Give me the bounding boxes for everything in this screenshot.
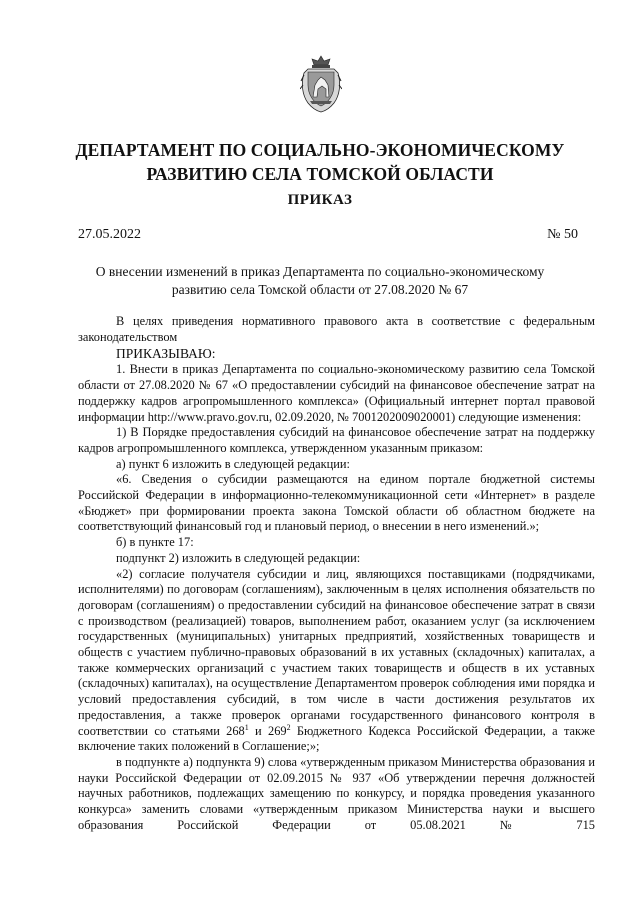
document-number: № 50 bbox=[547, 227, 578, 242]
paragraph-point-6-text: «6. Сведения о субсидии размещаются на едином портале бюджетной системы Российской Федерации в информационно-телекоммуникационной сети «Интернет» в разделе «Бюджет» при формировании проекта закона Томской области об областном бюджете на соответствующий финансовый год и плановый период, о внесении в него изменений.»; bbox=[78, 472, 595, 534]
coat-of-arms-emblem bbox=[300, 55, 342, 113]
document-date: 27.05.2022 bbox=[78, 227, 141, 242]
superscript-2: 2 bbox=[286, 722, 291, 732]
paragraph-order-word: ПРИКАЗЫВАЮ: bbox=[116, 346, 216, 362]
subpoint-2-text-main: «2) согласие получателя субсидии и лиц, являющихся поставщиками (подрядчиками, исполнителями) по договорам (соглашениям), заключенным в целях исполнения обязательств по договорам (соглашениям) о предоставлении субсидий на финансовое обеспечение затрат в связи с производством (реализацией) товаров, выполнением работ, оказанием услуг (за исключением государственных (муниципальных) унитарных предприятий, хозяйственных товариществ и обществ с участием публично-правовых образований в их уставных (складочных) капиталах, а также коммерческих организаций с участием таких товариществ и обществ в их уставных (складочных) капиталах), на осуществление Департаментом проверок соблюдения ими порядка и условий предоставления субсидий, в том числе в части достижения результатов их предоставления, а также проверок органами государственного финансового контроля в соответствии со статьями 268 bbox=[78, 566, 595, 738]
paragraph-point-b: б) в пункте 17: bbox=[116, 535, 194, 550]
paragraph-preamble: В целях приведения нормативного правового акта в соответствие с федеральным законодательством bbox=[78, 314, 595, 344]
subpoint-2-text-mid: и 269 bbox=[248, 723, 287, 738]
paragraph-subpoint-2: подпункт 2) изложить в следующей редакции: bbox=[116, 550, 361, 565]
document-body bbox=[78, 314, 595, 834]
paragraph-subpoint-2-text bbox=[78, 567, 595, 755]
organization-title bbox=[60, 138, 580, 186]
paragraph-point-v: в подпункте а) подпункта 9) слова «утвержденным приказом Министерства образования и науки Российской Федерации от 02.09.2015 № 937 «Об утверждении перечня должностей научных работников, подлежащих замещению по конкурсу, и порядка проведения указанного конкурса» заменить словами «утвержденным приказом Министерства науки и высшего образования Российской Федерации от 05.08.2021 № 715 bbox=[78, 754, 595, 832]
superscript-1: 1 bbox=[244, 722, 249, 732]
paragraph-point-a: а) пункт 6 изложить в следующей редакции: bbox=[116, 456, 350, 471]
organization-title-line1: ДЕПАРТАМЕНТ ПО СОЦИАЛЬНО-ЭКОНОМИЧЕСКОМУ bbox=[75, 140, 565, 160]
paragraph-item-1: 1. Внести в приказ Департамента по социально-экономическому развитию села Томской области от 27.08.2020 № 67 «О предоставлении субсидий на финансовое обеспечение затрат на поддержку кадров агропромышленного комплекса» (Официальный интернет портал правовой информации http://www.pravo.gov.ru, 02.09.2020, № 7001202009020001) следующие изменения: bbox=[78, 362, 595, 424]
subpoint-2-text-end: Бюджетного Кодекса Российской Федерации, а также включение таких положений в Соглашение;»; bbox=[78, 723, 595, 754]
document-type: ПРИКАЗ bbox=[287, 192, 353, 208]
subject-line2: развитию села Томской области от 27.08.2020 № 67 bbox=[171, 282, 469, 297]
subject-line1: О внесении изменений в приказ Департамента по социально-экономическому bbox=[95, 264, 545, 279]
paragraph-subitem-1: 1) В Порядке предоставления субсидий на финансовое обеспечение затрат на поддержку кадров агропромышленного комплекса, утвержденном указанным приказом: bbox=[78, 425, 595, 455]
document-subject bbox=[60, 263, 580, 299]
organization-title-line2: РАЗВИТИЮ СЕЛА ТОМСКОЙ ОБЛАСТИ bbox=[146, 164, 494, 184]
